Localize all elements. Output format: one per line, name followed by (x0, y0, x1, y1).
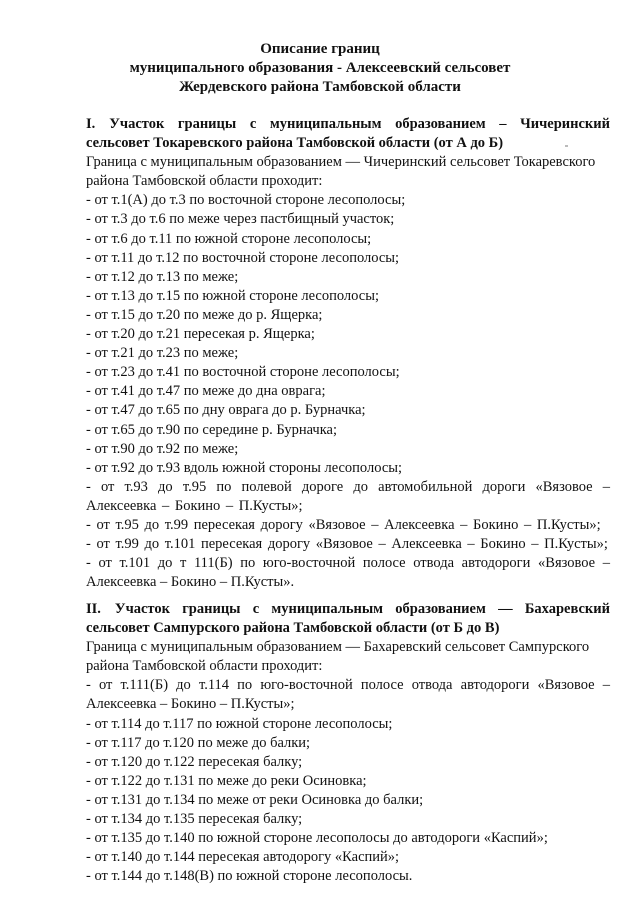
list-item: - от т.99 до т.101 пересекая дорогу «Вязовое – Алексеевка – Бокино – П.Кусты»; (86, 536, 608, 553)
section-2-heading-text: Участок границы с муниципальным образованием — Бахаревский сельсовет Сампурского района Тамбовской области (от Б до В) (86, 601, 610, 637)
list-item: - от т.47 до т.65 по дну оврага до р. Бурначка; (86, 402, 366, 419)
list-item: - от т.101 до т 111(Б) по юго-восточной полосе отвода автодороги «Вязовое – Алексеевка – Бокино – П.Кусты». (86, 555, 610, 591)
list-item: - от т.3 до т.6 по меже через пастбищный участок; (86, 211, 395, 228)
section-1-intro: Граница с муниципальным образованием — Чичеринский сельсовет Токаревского района Тамбовской области проходит: (86, 154, 596, 190)
list-item: - от т.13 до т.15 по южной стороне лесополосы; (86, 287, 379, 304)
section-2-number: II. (86, 601, 101, 617)
list-item: - от т.131 до т.134 по меже от реки Осиновка до балки; (86, 791, 424, 808)
list-item: - от т.93 до т.95 по полевой дороге до автомобильной дороги «Вязовое – Алексеевка – Бокино – П.Кусты»; (86, 478, 610, 514)
list-item: - от т.23 до т.41 по восточной стороне лесополосы; (86, 364, 400, 381)
title-line-2: муниципального образования - Алексеевский сельсовет (129, 60, 511, 76)
section-1-list (86, 191, 610, 592)
section-1-heading (86, 115, 610, 153)
list-item: - от т.11 до т.12 по восточной стороне лесополосы; (86, 249, 400, 266)
list-item: - от т.111(Б) до т.114 по юго-восточной полосе отвода автодороги «Вязовое – Алексеевка – Бокино – П.Кусты»; (86, 677, 610, 713)
section-1-number: I. (86, 116, 96, 132)
list-item: - от т.21 до т.23 по меже; (86, 345, 239, 362)
list-item: - от т.15 до т.20 по меже до р. Ящерка; (86, 306, 323, 323)
list-item: - от т.1(А) до т.3 по восточной стороне лесополосы; (86, 192, 406, 209)
section-2-intro: Граница с муниципальным образованием — Бахаревский сельсовет Сампурского района Тамбовской области проходит: (86, 639, 590, 675)
title-line-3: Жердевского района Тамбовской области (179, 79, 461, 95)
list-item: - от т.140 до т.144 пересекая автодорогу «Каспий»; (86, 849, 400, 866)
list-item: - от т.144 до т.148(В) по южной стороне лесополосы. (86, 868, 413, 885)
list-item: - от т.114 до т.117 по южной стороне лесополосы; (86, 715, 393, 732)
list-item: - от т.20 до т.21 пересекая р. Ящерка; (86, 326, 315, 343)
section-1-heading-text: Участок границы с муниципальным образованием – Чичеринский сельсовет Токаревского района Тамбовской области (от А до Б) (86, 116, 610, 152)
list-item: - от т.90 до т.92 по меже; (86, 440, 239, 457)
list-item: - от т.120 до т.122 пересекая балку; (86, 753, 303, 770)
section-2-heading (86, 600, 610, 638)
list-item: - от т.95 до т.99 пересекая дорогу «Вязовое – Алексеевка – Бокино – П.Кусты»; (86, 516, 601, 533)
list-item: - от т.117 до т.120 по меже до балки; (86, 734, 311, 751)
title-line-1: Описание границ (260, 41, 380, 57)
list-item: - от т.92 до т.93 вдоль южной стороны лесополосы; (86, 459, 403, 476)
list-item: - от т.65 до т.90 по середине р. Бурначка; (86, 421, 338, 438)
document-title (0, 40, 640, 97)
section-1 (86, 115, 610, 592)
list-item: - от т.135 до т.140 по южной стороне лесополосы до автодороги «Каспий»; (86, 830, 548, 847)
section-2 (86, 600, 610, 886)
list-item: - от т.134 до т.135 пересекая балку; (86, 811, 303, 828)
list-item: - от т.12 до т.13 по меже; (86, 268, 239, 285)
section-2-list (86, 676, 610, 886)
list-item: - от т.122 до т.131 по меже до реки Осиновка; (86, 772, 367, 789)
list-item: - от т.41 до т.47 по меже до дна оврага; (86, 383, 326, 400)
list-item: - от т.6 до т.11 по южной стороне лесополосы; (86, 230, 372, 247)
